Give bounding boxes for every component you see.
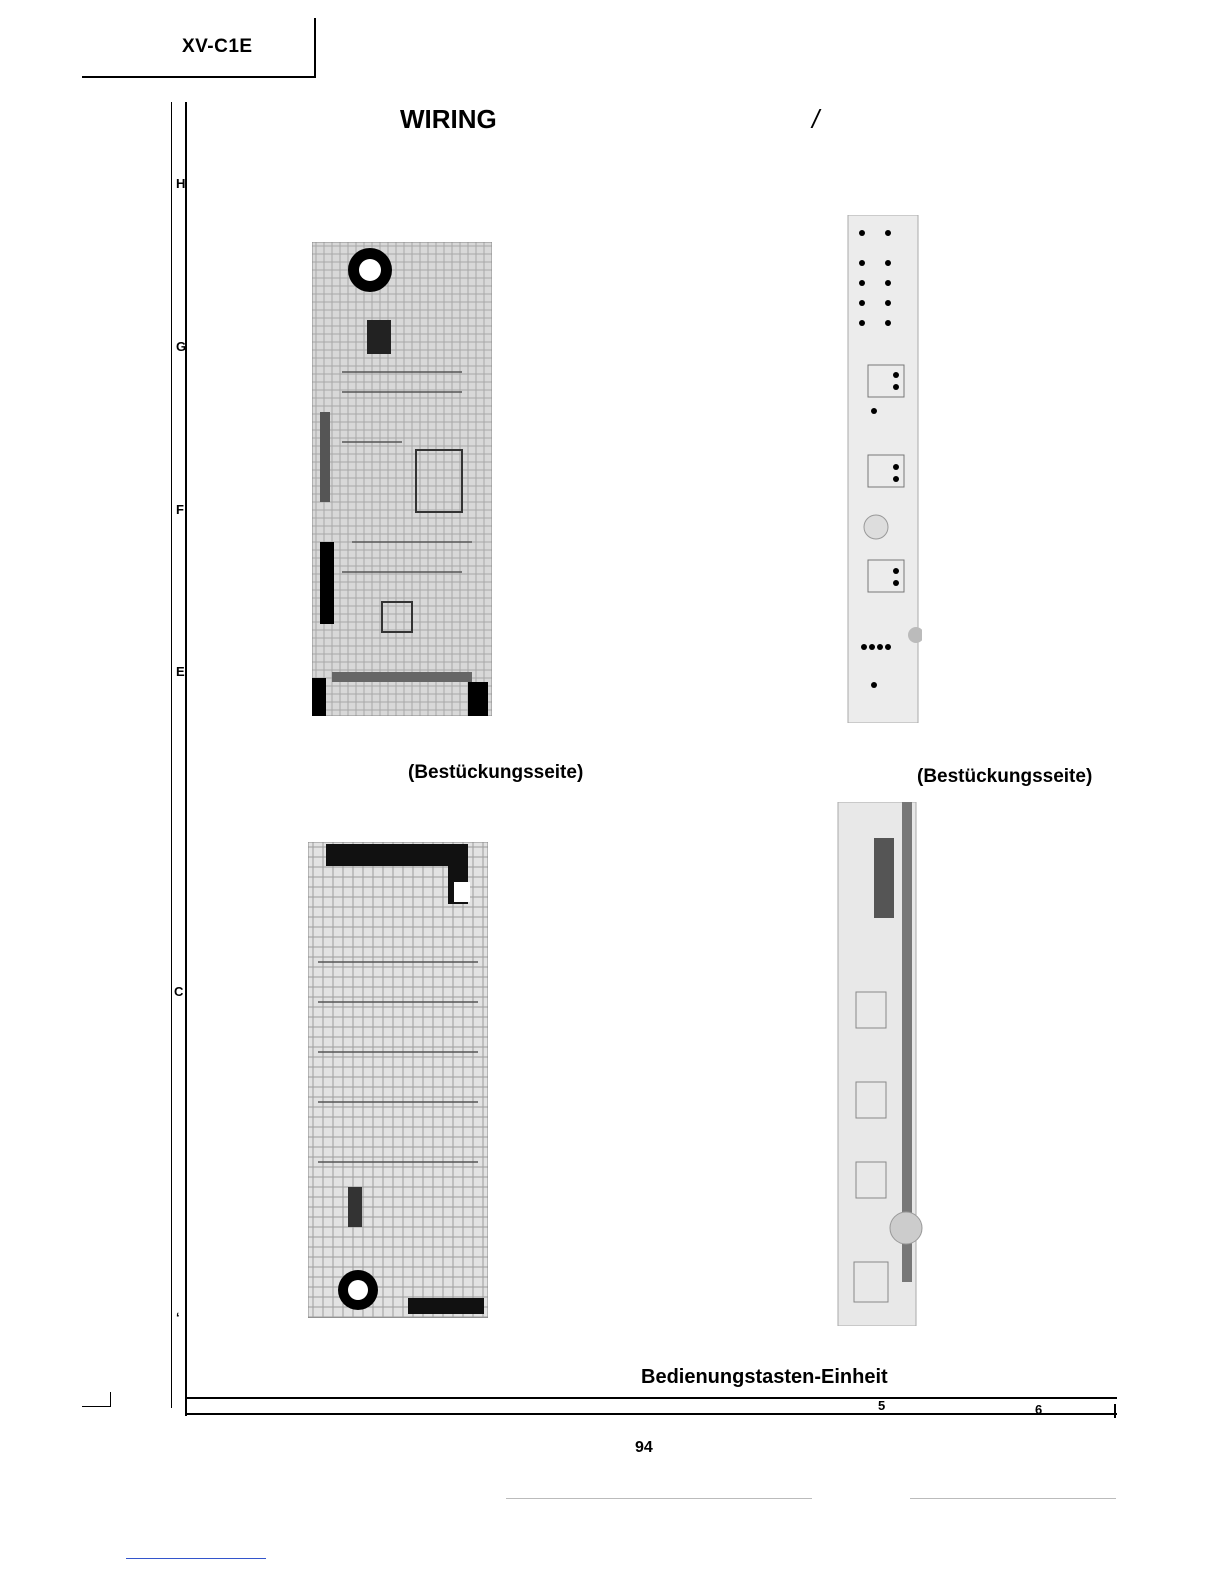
header-divider <box>314 18 316 78</box>
grid-letter-c: C <box>174 984 184 999</box>
model-number: XV-C1E <box>182 36 253 57</box>
frame-left-inner <box>185 102 187 1416</box>
header-rule <box>82 76 316 78</box>
page-number: 94 <box>635 1439 653 1456</box>
grid-letter-a: ʻ <box>176 1310 180 1325</box>
frame-bottom-rule-1 <box>185 1397 1117 1399</box>
grid-letter-g: G <box>176 339 187 354</box>
column-number-5: 5 <box>878 1398 886 1413</box>
bottom-caption: Bedienungstasten-Einheit <box>641 1366 888 1388</box>
corner-mark-h <box>82 1406 110 1407</box>
footer-underline <box>126 1558 266 1559</box>
pcb-led-component-side <box>840 215 922 723</box>
section-title: WIRING <box>400 104 497 134</box>
scan-artifact-left <box>506 1498 812 1499</box>
grid-letter-e: E <box>176 664 185 679</box>
column-number-6: 6 <box>1035 1402 1043 1417</box>
caption-left: (Bestückungsseite) <box>408 762 584 783</box>
frame-bottom-end <box>1114 1404 1116 1418</box>
pcb-main-component-side <box>312 242 492 716</box>
scan-artifact-right <box>910 1498 1116 1499</box>
frame-left-outer <box>171 102 172 1408</box>
grid-letter-f: F <box>176 502 184 517</box>
grid-letter-h: H <box>176 176 186 191</box>
title-separator: / <box>812 104 820 134</box>
pcb-main-solder-side <box>308 842 488 1318</box>
caption-right: (Bestückungsseite) <box>917 766 1093 787</box>
corner-mark-v <box>110 1392 111 1407</box>
frame-bottom-rule-2 <box>185 1413 1117 1415</box>
pcb-key-solder-side <box>832 802 924 1326</box>
